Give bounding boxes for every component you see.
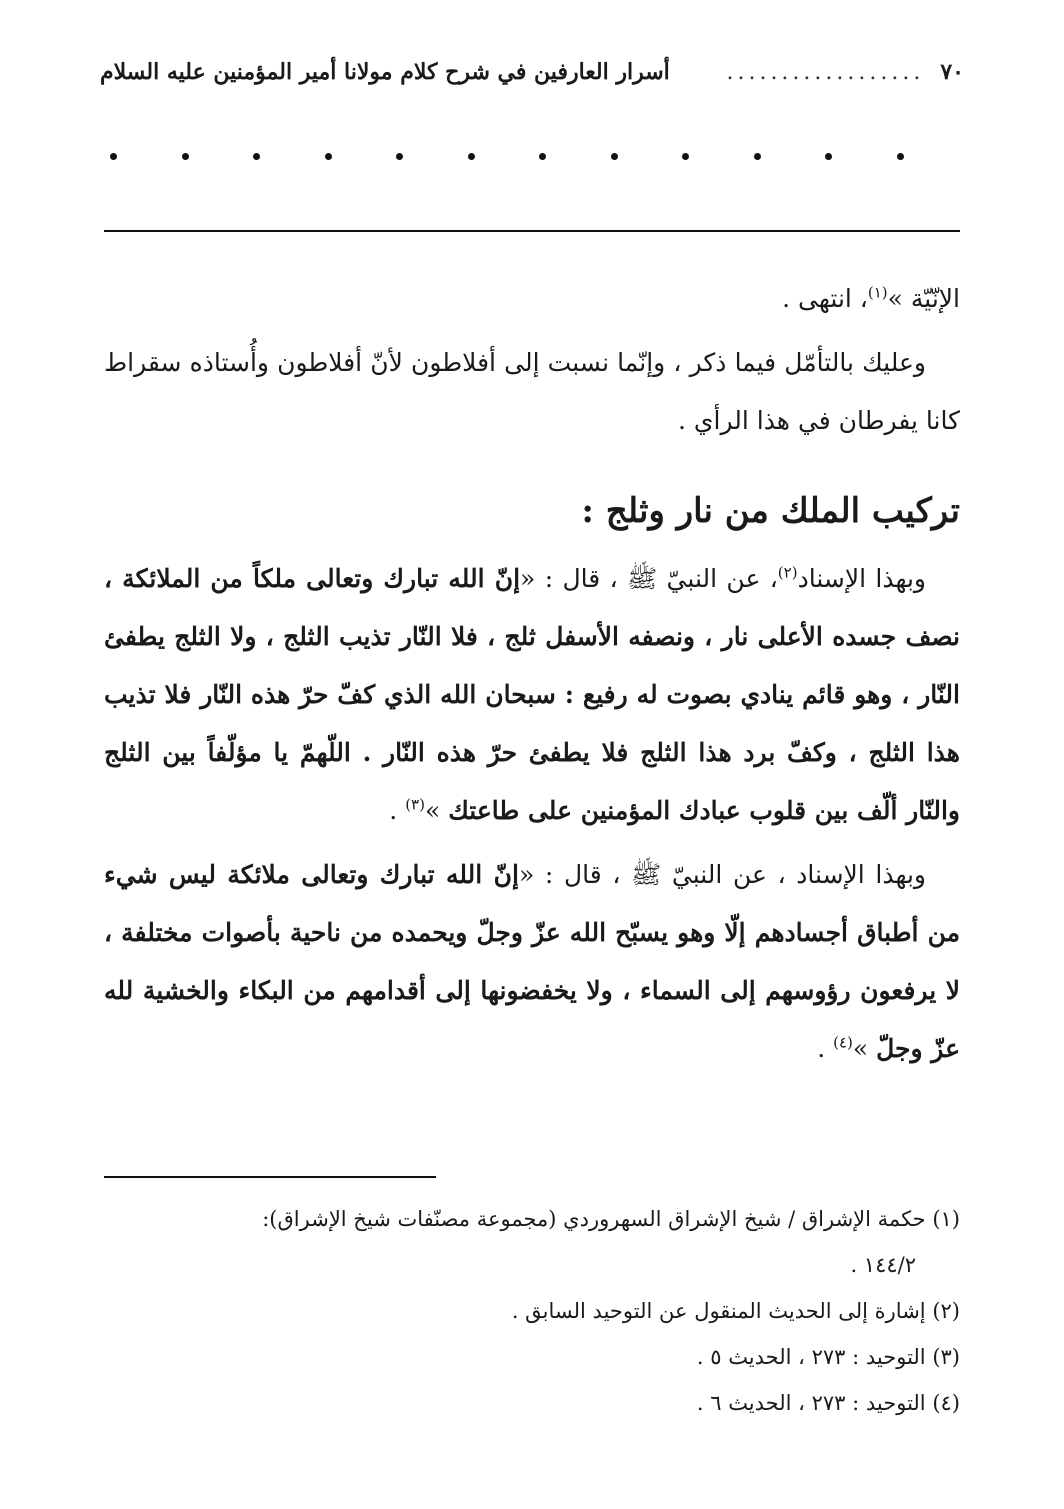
footnote-3: (٣) التوحيد : ٢٧٣ ، الحديث ٥ . — [696, 1345, 960, 1369]
running-title: أسرار العارفين في شرح كلام مولانا أمير المؤمنين عليه السلام — [100, 59, 670, 85]
hadith-quote: إنّ الله تبارك وتعالى ملائكة ليس شيء من أطباق أجسادهم إلّا وهو يسبّح الله عزّ وجلّ ويحمده من ناحية بأصوات مختلفة ، لا يرفعون رؤوسهم إلى السماء ، ولا يخفضونها إلى أقدامهم من البكاء والخشية لله عزّ وجلّ — [104, 860, 960, 1063]
hadith-paragraph-2: وبهذا الإسناد ، عن النبيّ ﷺ ، قال : «إنّ الله تبارك وتعالى ملائكة ليس شيء من أطباق أجسادهم إلّا وهو يسبّح الله عزّ وجلّ ويحمده من ناحية بأصوات مختلفة ، لا يرفعون رؤوسهم إلى السماء ، ولا يخفضونها إلى أقدامهم من البكاء والخشية لله عزّ وجلّ »$^{(٤)}$ . — [104, 860, 960, 1063]
ornament-dot — [539, 153, 546, 160]
ornament-dot — [325, 153, 332, 160]
hadith-quote: إنّ الله تبارك وتعالى ملكاً من الملائكة ، نصف جسده الأعلى نار ، ونصفه الأسفل ثلج ، فلا النّار تذيب الثلج ، ولا الثلج يطفئ النّار ، وهو قائم ينادي بصوت له رفيع : سبحان الله الذي كفّ حرّ هذه النّار فلا تذيب هذا الثلج ، وكفّ برد هذا الثلج فلا يطفئ حرّ هذه النّار . اللّهمّ يا مؤلّفاً بين الثلج والنّار ألّف بين قلوب عبادك المؤمنين على طاعتك — [104, 564, 960, 825]
paragraph-continuation: الإنّيّة »$^{(١)}$، انتهى . — [782, 283, 960, 313]
footnotes — [104, 1196, 960, 1426]
ornament-dot — [253, 153, 260, 160]
ornament-dot — [611, 153, 618, 160]
ornamental-dots-row — [110, 144, 904, 168]
header-rule — [104, 230, 960, 232]
page-number: ٧٠ — [940, 59, 964, 85]
footnote-ref-4[interactable]: (٤) — [833, 1033, 853, 1052]
footnote-rule — [104, 1176, 436, 1178]
running-header — [100, 52, 964, 92]
ornament-dot — [754, 153, 761, 160]
footnote-1-continuation: ١٤٤/٢ . — [850, 1253, 916, 1277]
footnote-4: (٤) التوحيد : ٢٧٣ ، الحديث ٦ . — [696, 1391, 960, 1415]
footnote-ref-3[interactable]: (٣) — [405, 795, 425, 814]
header-dot-leader: .................. — [726, 59, 925, 85]
paragraph: وعليك بالتأمّل فيما ذكر ، وإنّما نسبت إلى أفلاطون لأنّ أفلاطون وأُستاذه سقراط كانا يفرطان في هذا الرأي . — [104, 348, 960, 435]
footnote-ref-2[interactable]: (٢) — [777, 563, 798, 582]
hadith-paragraph-1: وبهذا الإسناد$^{(٢)}$، عن النبيّ ﷺ ، قال : «إنّ الله تبارك وتعالى ملكاً من الملائكة ، نصف جسده الأعلى نار ، ونصفه الأسفل ثلج ، فلا النّار تذيب الثلج ، ولا الثلج يطفئ النّار ، وهو قائم ينادي بصوت له رفيع : سبحان الله الذي كفّ حرّ هذه النّار فلا تذيب هذا الثلج ، وكفّ برد هذا الثلج فلا يطفئ حرّ هذه النّار . اللّهمّ يا مؤلّفاً بين الثلج والنّار ألّف بين قلوب عبادك المؤمنين على طاعتك »$^{(٣)}$ . — [104, 563, 960, 825]
section-heading: تركيب الملك من نار وثلج : — [581, 491, 960, 531]
ornament-dot — [110, 153, 117, 160]
ornament-dot — [682, 153, 689, 160]
ornament-dot — [897, 153, 904, 160]
ornament-dot — [825, 153, 832, 160]
main-text — [104, 270, 960, 1078]
footnote-1: (١) حكمة الإشراق / شيخ الإشراق السهروردي (مجموعة مصنّفات شيخ الإشراق): — [262, 1207, 960, 1231]
ornament-dot — [468, 153, 475, 160]
footnote-ref-1[interactable]: (١) — [867, 283, 888, 302]
ornament-dot — [396, 153, 403, 160]
ornament-dot — [182, 153, 189, 160]
footnote-2: (٢) إشارة إلى الحديث المنقول عن التوحيد السابق . — [511, 1299, 960, 1323]
